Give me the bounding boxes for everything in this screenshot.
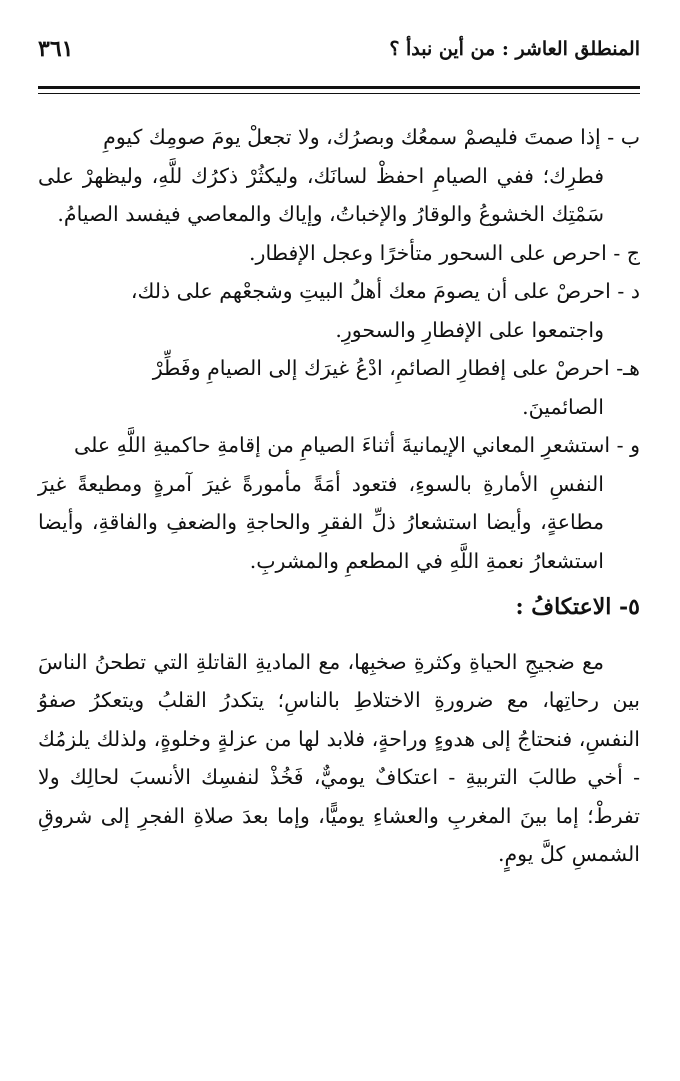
item-marker: ج -	[613, 240, 640, 265]
item-first-line: احرص على السحور متأخرًا وعجل الإفطار.	[249, 240, 607, 265]
section-heading: ٥- الاعتكافُ :	[515, 594, 640, 620]
item-continuation: الصائمينَ.	[522, 394, 604, 419]
list-item-w	[38, 426, 640, 580]
item-continuation: فطرِك؛ ففي الصيامِ احفظْ لسانَك، وليكثُرْ ذكرُك للَّهِ، وليظهرْ على سَمْتِك الخشوعُ والوقارُ والإخباتُ، وإياك والمعاصي فيفسد الصيامُ.	[38, 163, 604, 226]
list-item-j	[38, 234, 640, 273]
item-marker: د -	[617, 279, 640, 303]
item-marker: و -	[616, 433, 640, 457]
item-marker: هـ-	[616, 356, 640, 380]
section-paragraph: مع ضجيجِ الحياةِ وكثرةِ صخبِها، مع الماديةِ القاتلةِ التي تطحنُ الناسَ بين رحاتِها، مع ضرورةِ الاختلاطِ بالناسِ؛ يتكدرُ القلبُ ويتعكرُ صفوُ النفسِ، فنحتاجُ إلى هدوءٍ وراحةٍ، فلابد لها من عزلةٍ وخلوةٍ، ولذلك يلزمُك - أخي طالبَ التربيةِ - اعتكافٌ يوميٌّ، فَخُذْ لنفسِك الأنسبَ لحالِك ولا تفرطْ؛ إما بينَ المغربِ والعشاءِ يوميًّا، وإما بعدَ صلاةِ الفجرِ إلى شروقِ الشمسِ كلَّ يومٍ.	[38, 649, 640, 866]
page-body	[38, 118, 640, 874]
item-first-line: احرصْ على إفطارِ الصائمِ، ادْعُ غيرَك إلى الصيامِ وفَطِّرْ	[152, 356, 610, 380]
page-number: ٣٦١	[38, 36, 74, 62]
item-first-line: إذا صمتَ فليصمْ سمعُك وبصرُك، ولا تجعلْ يومَ صومِك كيومِ	[103, 125, 601, 149]
header-rule-thin	[38, 93, 640, 94]
list-item-b	[38, 118, 640, 234]
list-item-h	[38, 349, 640, 426]
item-first-line: استشعرِ المعاني الإيمانيةَ أثناءَ الصيامِ من إقامةِ حاكميةِ اللَّهِ على	[73, 433, 611, 457]
header-rule-thick	[38, 86, 640, 89]
page-header	[38, 38, 640, 78]
list-item-d	[38, 272, 640, 349]
item-first-line: احرصْ على أن يصومَ معك أهلُ البيتِ وشجعْهم على ذلك،	[130, 279, 611, 303]
item-continuation: النفسِ الأمارةِ بالسوءِ، فتعود أمَةً مأمورةً غيرَ آمرةٍ ومطيعةً غيرَ مطاعةٍ، وأيضا استشعارُ ذلِّ الفقرِ والحاجةِ والضعفِ والفاقةِ، وأيضا استشعارُ نعمةِ اللَّهِ في المطعمِ والمشربِ.	[38, 471, 604, 573]
item-marker: ب -	[607, 125, 640, 149]
item-continuation: واجتمعوا على الإفطارِ والسحورِ.	[335, 317, 604, 342]
running-title: المنطلق العاشر : من أين نبدأ ؟	[389, 38, 640, 60]
